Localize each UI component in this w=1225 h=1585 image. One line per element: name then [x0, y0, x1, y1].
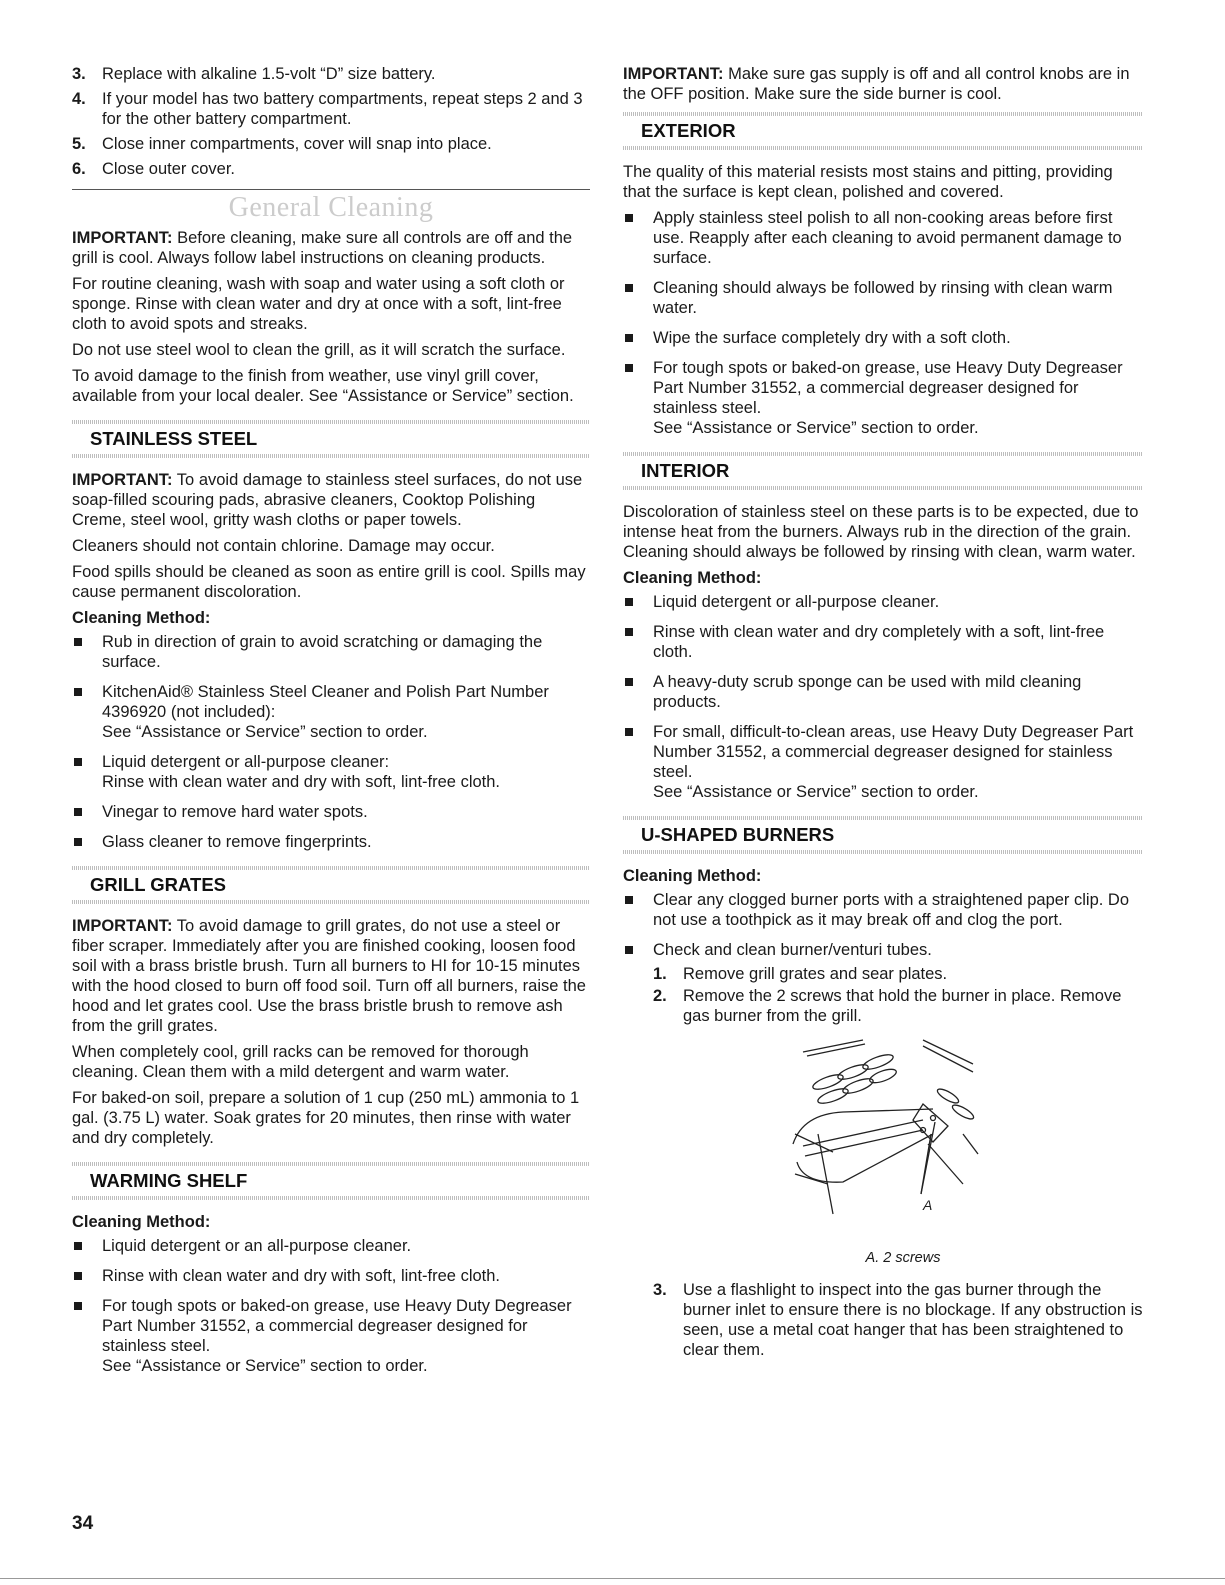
list-item: KitchenAid® Stainless Steel Cleaner and Polish Part Number 4396920 (not included): See “Assistance or Service” section to order. [72, 682, 590, 742]
step-item: 3. Use a flashlight to inspect into the gas burner through the burner inlet to ensure there is no blockage. If any obstruction is seen, use a metal coat hanger that has been straightened to clear them. [653, 1281, 1143, 1359]
cleaning-method-label: Cleaning Method: [72, 1213, 211, 1231]
list-item: For tough spots or baked-on grease, use Heavy Duty Degreaser Part Number 31552, a commercial degreaser designed for stainless steel. See “Assistance or Service” section to order. [72, 1296, 590, 1376]
warming-shelf-heading: WARMING SHELF [72, 1162, 590, 1200]
interior-heading: INTERIOR [623, 452, 1143, 490]
bullet-icon [625, 678, 633, 686]
step-text: Close outer cover. [102, 160, 235, 178]
general-paragraph: Do not use steel wool to clean the grill, as it will scratch the surface. [72, 341, 566, 359]
interior-intro: Discoloration of stainless steel on these parts is to be expected, due to intense heat from the burners. Always rub in the direction of the grain. Cleaning should always be followed by rinsing with clean, warm water. [623, 503, 1139, 561]
page-bottom-rule [0, 1578, 1225, 1579]
list-item: Glass cleaner to remove fingerprints. [72, 832, 590, 852]
step-item [72, 64, 590, 84]
u-shaped-burners-heading: U-SHAPED BURNERS [623, 816, 1143, 854]
step-number: 6. [72, 160, 86, 178]
burner-illustration [773, 1034, 983, 1234]
step-item [72, 89, 590, 129]
list-item: Liquid detergent or all-purpose cleaner: Rinse with clean water and dry with soft, lint-free cloth. [72, 752, 590, 792]
stainless-paragraph: Food spills should be cleaned as soon as entire grill is cool. Spills may cause permanent discoloration. [72, 563, 586, 601]
left-column [72, 64, 590, 1386]
step-item: 2. Remove the 2 screws that hold the burner in place. Remove gas burner from the grill. [653, 987, 1122, 1025]
step-item [72, 134, 590, 154]
list-item: Rinse with clean water and dry with soft, lint-free cloth. [72, 1266, 590, 1286]
bullet-icon [625, 628, 633, 636]
burner-bullets [623, 890, 1143, 960]
general-important: IMPORTANT: Before cleaning, make sure all controls are off and the grill is cool. Always follow label instructions on cleaning products. [72, 229, 573, 267]
right-column [623, 64, 1143, 1368]
grates-paragraph: When completely cool, grill racks can be removed for thorough cleaning. Clean them with a mild detergent and warm water. [72, 1043, 529, 1081]
list-item: For small, difficult-to-clean areas, use Heavy Duty Degreaser Part Number 31552, a commercial degreaser designed for stainless steel. See “Assistance or Service” section to order. [623, 722, 1143, 802]
step-text: If your model has two battery compartments, repeat steps 2 and 3 for the other battery compartment. [102, 90, 583, 128]
step-item: 1. Remove grill grates and sear plates. [653, 965, 948, 983]
bullet-icon [74, 1272, 82, 1280]
stainless-important: IMPORTANT: To avoid damage to stainless steel surfaces, do not use soap-filled scouring pads, abrasive cleaners, Cooktop Polishing Creme, steel wool, gritty wash cloths or paper towels. [72, 471, 583, 529]
bullet-icon [74, 808, 82, 816]
exterior-intro: The quality of this material resists most stains and pitting, providing that the surface is kept clean, polished and covered. [623, 163, 1113, 201]
step-item [72, 159, 590, 179]
burner-substeps [653, 964, 1143, 1026]
general-paragraph: To avoid damage to the finish from weather, use vinyl grill cover, available from your local dealer. See “Assistance or Service” section. [72, 367, 574, 405]
bullet-icon [625, 334, 633, 342]
step-number: 3. [72, 65, 86, 83]
bullet-icon [74, 1242, 82, 1250]
interior-bullets [623, 592, 1143, 802]
step-number: 4. [72, 90, 86, 108]
cleaning-method-label: Cleaning Method: [623, 569, 762, 587]
bullet-icon [625, 214, 633, 222]
grates-paragraph: For baked-on soil, prepare a solution of 1 cup (250 mL) ammonia to 1 gal. (3.75 L) water. Soak grates for 20 minutes, then rinse with water and dry completely. [72, 1089, 580, 1147]
figure-label: A [923, 1197, 933, 1213]
bullet-icon [625, 598, 633, 606]
exterior-heading: EXTERIOR [623, 112, 1143, 150]
figure-caption: A. 2 screws [865, 1250, 941, 1266]
list-item: Wipe the surface completely dry with a soft cloth. [623, 328, 1143, 348]
burner-diagram [623, 1034, 1143, 1244]
bullet-icon [74, 758, 82, 766]
bullet-icon [625, 284, 633, 292]
warming-bullets [72, 1236, 590, 1376]
list-item: Vinegar to remove hard water spots. [72, 802, 590, 822]
step-number: 5. [72, 135, 86, 153]
general-paragraph: For routine cleaning, wash with soap and water using a soft cloth or sponge. Rinse with clean water and dry at once with a soft, lint-free cloth to avoid spots and streaks. [72, 275, 565, 333]
general-cleaning-title: General Cleaning [228, 192, 434, 223]
grill-grates-heading: GRILL GRATES [72, 866, 590, 904]
stainless-bullets [72, 632, 590, 852]
grates-important: IMPORTANT: To avoid damage to grill grates, do not use a steel or fiber scraper. Immediately after you are finished cooking, loosen food soil with a brass bristle brush. Turn all burners to HI for 10-15 minutes with the hood closed to burn off food soil. Turn off all burners, raise the hood and let grates cool. Use the brass bristle brush to remove ash from the grill grates. [72, 917, 586, 1035]
list-item: Clear any clogged burner ports with a straightened paper clip. Do not use a toothpick as it may break off and clog the port. [623, 890, 1143, 930]
exterior-bullets [623, 208, 1143, 438]
page-number: 34 [72, 1513, 94, 1534]
cleaning-method-label: Cleaning Method: [623, 867, 762, 885]
bullet-icon [625, 946, 633, 954]
burner-step3 [653, 1280, 1143, 1360]
list-item: A heavy-duty scrub sponge can be used with mild cleaning products. [623, 672, 1143, 712]
bullet-icon [625, 896, 633, 904]
list-item: Rub in direction of grain to avoid scratching or damaging the surface. [72, 632, 590, 672]
top-important: IMPORTANT: Make sure gas supply is off and all control knobs are in the OFF position. Make sure the side burner is cool. [623, 65, 1130, 103]
bullet-icon [74, 638, 82, 646]
list-item: Liquid detergent or all-purpose cleaner. [623, 592, 1143, 612]
section-divider [72, 189, 590, 190]
bullet-icon [74, 1302, 82, 1310]
step-text: Close inner compartments, cover will snap into place. [102, 135, 492, 153]
bullet-icon [625, 364, 633, 372]
step-text: Replace with alkaline 1.5-volt “D” size battery. [102, 65, 436, 83]
bullet-icon [74, 838, 82, 846]
bullet-icon [74, 688, 82, 696]
list-item: Check and clean burner/venturi tubes. [623, 940, 1143, 960]
list-item: Cleaning should always be followed by rinsing with clean warm water. [623, 278, 1143, 318]
list-item: Liquid detergent or an all-purpose cleaner. [72, 1236, 590, 1256]
battery-steps [72, 64, 590, 179]
cleaning-method-label: Cleaning Method: [72, 609, 211, 627]
stainless-steel-heading: STAINLESS STEEL [72, 420, 590, 458]
list-item: Rinse with clean water and dry completely with a soft, lint-free cloth. [623, 622, 1143, 662]
stainless-paragraph: Cleaners should not contain chlorine. Damage may occur. [72, 537, 495, 555]
list-item: For tough spots or baked-on grease, use Heavy Duty Degreaser Part Number 31552, a commercial degreaser designed for stainless steel. See “Assistance or Service” section to order. [623, 358, 1143, 438]
list-item: Apply stainless steel polish to all non-cooking areas before first use. Reapply after each cleaning to avoid permanent damage to surface. [623, 208, 1143, 268]
bullet-icon [625, 728, 633, 736]
